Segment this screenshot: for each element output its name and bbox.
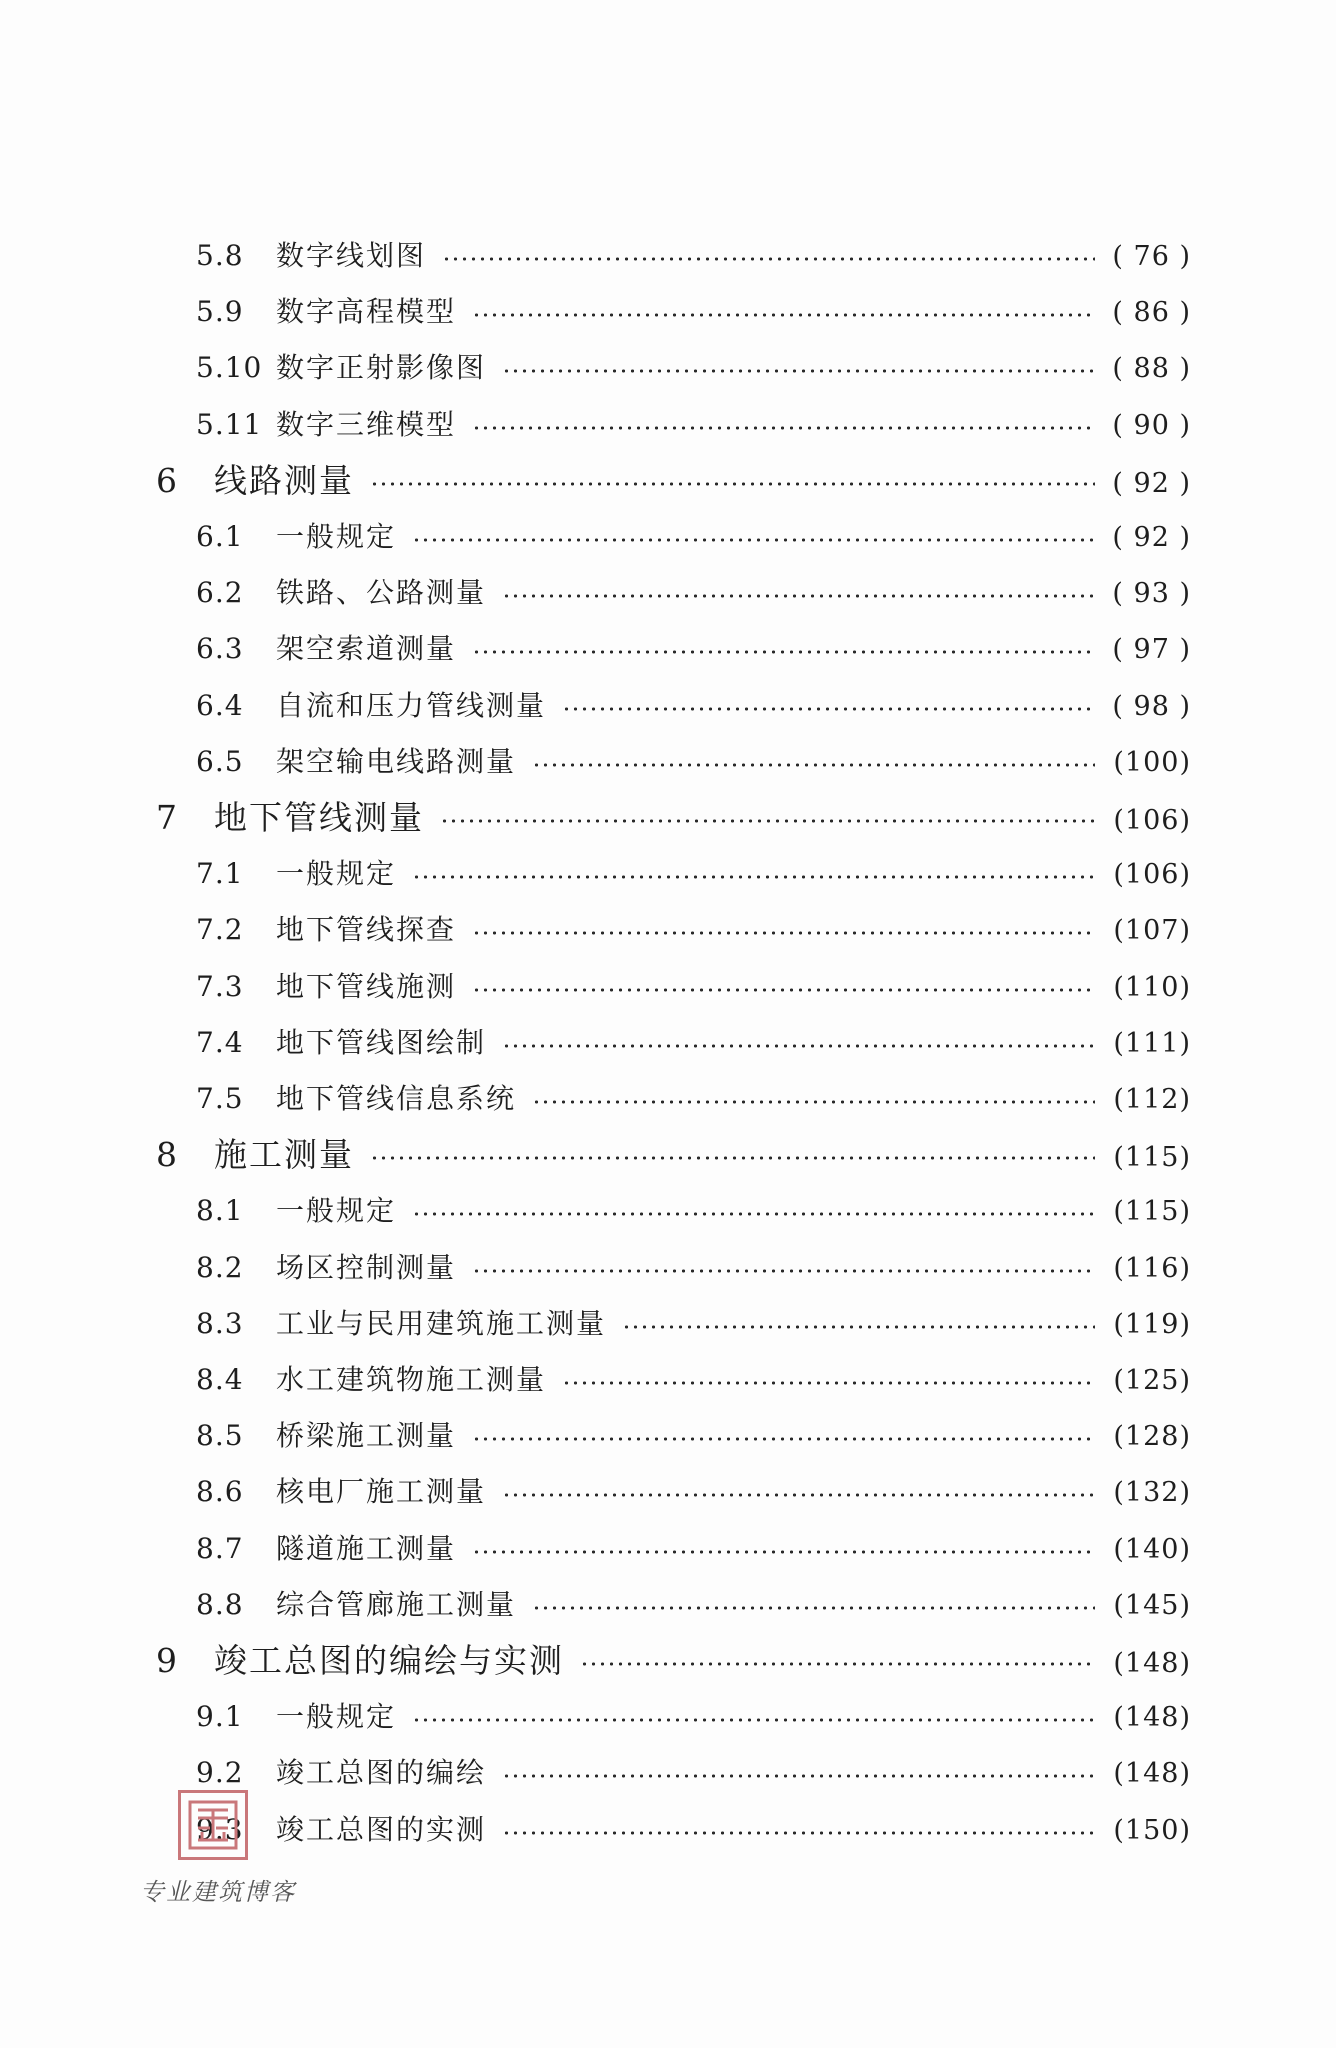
toc-entry-title: 铁路、公路测量 xyxy=(276,576,487,610)
toc-section-row xyxy=(196,1019,1191,1067)
watermark-text: 专业建筑博客 xyxy=(140,1878,296,1906)
toc-page-number: (119) xyxy=(1113,1308,1191,1340)
toc-entry-number: 7 xyxy=(156,798,178,837)
toc-entry-number: 7.3 xyxy=(196,969,244,1003)
toc-entry-title: 数字正射影像图 xyxy=(276,351,487,385)
toc-entry-number: 8.1 xyxy=(196,1194,244,1228)
toc-dot-leader xyxy=(440,819,1095,823)
toc-page-number: ( 92 ) xyxy=(1112,522,1191,553)
toc-section-row xyxy=(196,1806,1191,1854)
toc-entry-number: 8.2 xyxy=(196,1250,244,1284)
toc-entry-number: 6.4 xyxy=(196,688,244,722)
toc-dot-leader xyxy=(502,1831,1095,1835)
toc-section-row xyxy=(196,232,1191,280)
toc-page-number: (111) xyxy=(1113,1027,1191,1059)
toc-dot-leader xyxy=(412,1212,1095,1216)
toc-section-row xyxy=(196,738,1191,786)
toc-entry-number: 8.8 xyxy=(196,1587,244,1621)
toc-dot-leader xyxy=(442,257,1095,261)
toc-dot-leader xyxy=(412,538,1095,542)
toc-section-row xyxy=(196,1525,1191,1573)
seal-stamp-icon xyxy=(178,1790,248,1860)
toc-section-row xyxy=(196,1075,1191,1123)
toc-entry-title: 隧道施工测量 xyxy=(276,1531,457,1565)
toc-section-row xyxy=(196,1244,1191,1292)
toc-entry-number: 8.4 xyxy=(196,1363,244,1396)
toc-entry-title: 一般规定 xyxy=(276,1700,397,1734)
toc-dot-leader xyxy=(502,1493,1095,1497)
toc-dot-leader xyxy=(412,875,1095,879)
toc-section-row xyxy=(196,569,1191,617)
toc-entry-number: 8.5 xyxy=(196,1419,244,1453)
toc-entry-number: 8.6 xyxy=(196,1475,244,1509)
toc-entry-number: 5.9 xyxy=(196,295,244,329)
toc-entry-title: 地下管线测量 xyxy=(214,798,424,837)
toc-page-number: ( 90 ) xyxy=(1112,409,1191,441)
toc-page-number: ( 86 ) xyxy=(1112,297,1191,329)
toc-page-number: (150) xyxy=(1113,1814,1191,1846)
toc-dot-leader xyxy=(412,1718,1095,1722)
toc-page-number: (106) xyxy=(1113,805,1191,836)
toc-section-row xyxy=(196,401,1191,449)
toc-section-row xyxy=(196,682,1191,730)
toc-page-number: (145) xyxy=(1113,1589,1191,1621)
toc-page-number: ( 97 ) xyxy=(1112,634,1191,666)
toc-page-number: (140) xyxy=(1113,1533,1191,1565)
toc-entry-number: 7.5 xyxy=(196,1082,244,1115)
toc-section-row xyxy=(196,1187,1191,1235)
toc-entry-title: 核电厂施工测量 xyxy=(276,1475,487,1509)
toc-entry-title: 架空索道测量 xyxy=(276,632,457,666)
toc-entry-number: 8.7 xyxy=(196,1531,244,1565)
toc-dot-leader xyxy=(502,369,1095,373)
toc-page-number: (110) xyxy=(1113,971,1191,1003)
toc-page-number: ( 92 ) xyxy=(1112,467,1191,499)
toc-entry-title: 桥梁施工测量 xyxy=(276,1419,457,1453)
toc-page-number: (148) xyxy=(1113,1648,1191,1679)
toc-dot-leader xyxy=(472,1550,1095,1554)
toc-entry-number: 5.8 xyxy=(196,239,244,272)
toc-entry-title: 架空输电线路测量 xyxy=(276,744,517,778)
toc-section-row xyxy=(196,1468,1191,1516)
toc-page-number: (148) xyxy=(1113,1702,1191,1734)
toc-chapter-row xyxy=(156,1637,1191,1685)
toc-page-number: (115) xyxy=(1113,1142,1191,1174)
toc-chapter-row xyxy=(156,1131,1191,1179)
toc-entry-number: 8.3 xyxy=(196,1306,244,1340)
toc-entry-title: 自流和压力管线测量 xyxy=(276,688,547,722)
toc-entry-number: 7.4 xyxy=(196,1025,244,1059)
toc-section-row xyxy=(196,625,1191,673)
toc-entry-number: 6.5 xyxy=(196,744,244,778)
toc-dot-leader xyxy=(562,1381,1095,1385)
toc-page-number: (148) xyxy=(1113,1758,1191,1790)
toc-entry-title: 地下管线探查 xyxy=(276,913,457,947)
toc-entry-title: 一般规定 xyxy=(276,520,397,553)
toc-entry-title: 水工建筑物施工测量 xyxy=(276,1363,547,1396)
toc-dot-leader xyxy=(532,1606,1095,1610)
toc-entry-number: 9 xyxy=(156,1641,178,1680)
toc-section-row xyxy=(196,1581,1191,1629)
toc-dot-leader xyxy=(580,1662,1095,1666)
toc-entry-title: 数字线划图 xyxy=(276,239,427,272)
toc-dot-leader xyxy=(532,1100,1095,1104)
toc-entry-title: 综合管廊施工测量 xyxy=(276,1587,517,1621)
toc-dot-leader xyxy=(472,426,1095,430)
toc-dot-leader xyxy=(472,650,1095,654)
toc-entry-number: 9.2 xyxy=(196,1756,244,1790)
toc-entry-title: 数字高程模型 xyxy=(276,295,457,329)
toc-section-row xyxy=(196,344,1191,392)
toc-page-number: (100) xyxy=(1113,746,1191,778)
toc-entry-title: 施工测量 xyxy=(214,1135,354,1175)
toc-dot-leader xyxy=(532,763,1095,767)
toc-dot-leader xyxy=(370,1156,1095,1160)
toc-page-number: (107) xyxy=(1113,915,1191,947)
toc-entry-title: 竣工总图的实测 xyxy=(276,1812,487,1846)
toc-dot-leader xyxy=(502,594,1095,598)
toc-entry-number: 9.3 xyxy=(196,1812,244,1846)
toc-entry-number: 5.10 xyxy=(196,351,263,385)
toc-entry-title: 工业与民用建筑施工测量 xyxy=(276,1306,607,1340)
toc-entry-number: 8 xyxy=(156,1135,178,1175)
toc-page-number: (106) xyxy=(1113,859,1191,891)
toc-entry-number: 7.2 xyxy=(196,913,244,947)
toc-page-number: (125) xyxy=(1113,1365,1191,1396)
toc-entry-title: 场区控制测量 xyxy=(276,1250,457,1284)
toc-entry-number: 7.1 xyxy=(196,857,244,891)
toc-section-row xyxy=(196,1356,1191,1404)
toc-section-row xyxy=(196,288,1191,336)
toc-chapter-row xyxy=(156,794,1191,842)
toc-entry-title: 一般规定 xyxy=(276,857,397,891)
toc-entry-number: 5.11 xyxy=(196,407,263,441)
toc-entry-title: 竣工总图的编绘与实测 xyxy=(214,1641,564,1680)
toc-dot-leader xyxy=(472,931,1095,935)
toc-dot-leader xyxy=(502,1774,1095,1778)
seal-glyph-icon xyxy=(184,1796,242,1854)
toc-dot-leader xyxy=(472,988,1095,992)
toc-section-row xyxy=(196,906,1191,954)
toc-page-number: (128) xyxy=(1113,1421,1191,1453)
toc-dot-leader xyxy=(562,707,1095,711)
toc-dot-leader xyxy=(472,1269,1095,1273)
toc-entry-title: 一般规定 xyxy=(276,1194,397,1228)
toc-entry-title: 地下管线图绘制 xyxy=(276,1025,487,1059)
toc-entry-title: 线路测量 xyxy=(214,460,354,500)
toc-section-row xyxy=(196,513,1191,561)
toc-entry-title: 地下管线施测 xyxy=(276,969,457,1003)
toc-section-row xyxy=(196,963,1191,1011)
toc-entry-number: 6 xyxy=(156,460,178,500)
toc-section-row xyxy=(196,1300,1191,1348)
toc-entry-number: 9.1 xyxy=(196,1700,244,1734)
toc-dot-leader xyxy=(622,1325,1095,1329)
toc-page-number: (132) xyxy=(1113,1477,1191,1509)
toc-page-number: ( 93 ) xyxy=(1112,578,1191,610)
toc-dot-leader xyxy=(502,1044,1095,1048)
toc-section-row xyxy=(196,1693,1191,1741)
toc-chapter-row xyxy=(156,457,1191,505)
toc-entry-title: 竣工总图的编绘 xyxy=(276,1756,487,1790)
toc-entry-title: 数字三维模型 xyxy=(276,407,457,441)
toc-page-number: (115) xyxy=(1113,1196,1191,1228)
toc-entry-number: 6.3 xyxy=(196,632,244,666)
toc-section-row xyxy=(196,1749,1191,1797)
toc-section-row xyxy=(196,850,1191,898)
toc-page-number: (116) xyxy=(1113,1252,1191,1284)
toc-page-number: ( 88 ) xyxy=(1112,353,1191,385)
toc-dot-leader xyxy=(472,313,1095,317)
toc-dot-leader xyxy=(370,482,1095,486)
toc-section-row xyxy=(196,1412,1191,1460)
toc-page-number: (112) xyxy=(1113,1084,1191,1115)
toc-entry-number: 6.1 xyxy=(196,520,244,553)
toc-entry-title: 地下管线信息系统 xyxy=(276,1082,517,1115)
toc-dot-leader xyxy=(472,1437,1095,1441)
toc-page-number: ( 76 ) xyxy=(1112,241,1191,272)
toc-page-number: ( 98 ) xyxy=(1112,690,1191,722)
toc-entry-number: 6.2 xyxy=(196,576,244,610)
